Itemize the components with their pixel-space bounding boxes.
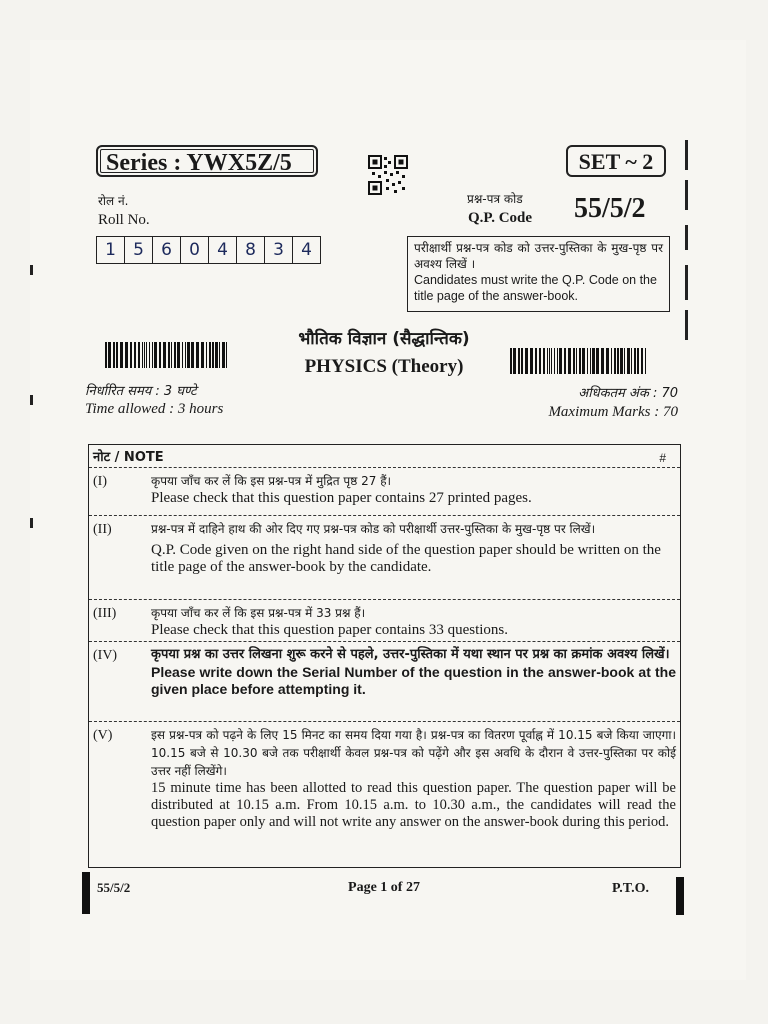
edge-mark [30,395,33,405]
barcode-right [510,348,648,374]
barcode-bar [510,348,512,374]
barcode-bar [530,348,533,374]
barcode-bar [191,342,194,368]
edge-mark [30,265,33,275]
barcode-bar [624,348,625,374]
barcode-bar [627,348,630,374]
barcode-bar [614,348,616,374]
barcode-bar [146,342,147,368]
barcode-bar [219,342,220,368]
qp-instruction-hindi: परीक्षार्थी प्रश्न-पत्र कोड को उत्तर-पुस्तिका के मुख-पृष्ठ पर अवश्य लिखें । [414,241,663,271]
roll-digit: 1 [97,237,125,263]
barcode-bar [551,348,552,374]
note-item-english: Please check that this question paper contains 33 questions. [151,622,509,638]
barcode-bar [187,342,190,368]
barcode-bar [557,348,558,374]
roll-digit: 4 [301,240,312,260]
barcode-bar [525,348,528,374]
footer-qp-code: 55/5/2 [97,880,131,895]
barcode-bar [177,342,180,368]
note-box [88,444,681,868]
note-item-english: Please check that this question paper contains 27 printed pages. [151,490,532,506]
note-item-text [151,472,676,507]
time-allowed-hindi: निर्धारित समय : 3 घण्टे [85,384,197,399]
barcode-bar [521,348,523,374]
barcode-bar [611,348,612,374]
barcode-bar [171,342,172,368]
note-heading: नोट / NOTE [93,450,164,465]
roll-label: Roll No. [98,212,150,228]
series-label: Series : YWX5Z/5 [96,145,318,177]
barcode-bar [185,342,186,368]
barcode-bar [637,348,639,374]
barcode-bar [617,348,619,374]
barcode-bar [518,348,520,374]
barcode-bar [174,342,176,368]
roll-digit: 6 [153,237,181,263]
barcode-bar [201,342,204,368]
note-item-hindi: प्रश्न-पत्र में दाहिने हाथ की ओर दिए गए प्रश्न-पत्र कोड को परीक्षार्थी उत्तर-पुस्तिका के मुख-पृष्ठ पर लिखें। [151,522,596,536]
barcode-bar [513,348,516,374]
edge-mark [685,180,688,210]
edge-mark [30,518,33,528]
subject-title: PHYSICS (Theory) [304,356,464,377]
roll-label-hindi: रोल नं. [98,194,129,208]
barcode-bar [113,342,115,368]
barcode-bar [539,348,541,374]
barcode-bar [108,342,111,368]
barcode-bar [634,348,636,374]
qp-code-value: 55/5/2 [574,193,646,224]
barcode-bar [120,342,123,368]
note-item-number: (II) [93,522,112,537]
note-item-english: Q.P. Code given on the right hand side of the question paper should be written on the title page of the answer-book by the candidate. [151,542,661,575]
qp-instruction-box [407,236,670,312]
barcode-bar [152,342,153,368]
note-item [89,599,680,641]
barcode-bar [592,348,595,374]
barcode-left [105,342,229,368]
barcode-bar [144,342,145,368]
barcode-bar [196,342,199,368]
note-item-english: 15 minute time has been allotted to read this question paper. The question paper will be distributed at 10.15 a.m. From 10.15 a.m. to 10.30 a.m., the candidates will read the question paper only and will not write any answer on the answer-book during this period. [151,780,676,830]
barcode-bar [125,342,128,368]
barcode-bar [163,342,166,368]
barcode-bar [582,348,585,374]
qr-code-icon [368,155,408,195]
note-item [89,467,680,515]
barcode-bar [579,348,581,374]
note-item [89,721,680,867]
note-item [89,515,680,599]
barcode-bar [182,342,183,368]
barcode-bar [641,348,643,374]
note-item-text [151,520,676,576]
max-marks-hindi: अधिकतम अंक : 70 [578,386,678,401]
note-item-english: Please write down the Serial Number of the question in the answer-book at the given place before attempting it. [151,664,676,697]
barcode-bar [606,348,609,374]
note-item-text [151,646,676,698]
barcode-bar [226,342,227,368]
roll-digit: 5 [125,237,153,263]
barcode-bar [130,342,132,368]
page-number: Page 1 of 27 [348,880,420,895]
barcode-bar [587,348,588,374]
barcode-bar [149,342,150,368]
edge-mark [685,225,688,250]
subject-title-hindi: भौतिक विज्ञान (सैद्धान्तिक) [298,329,470,349]
barcode-bar [209,342,211,368]
barcode-bar [154,342,157,368]
roll-number-boxes [96,236,321,264]
pto-label: P.T.O. [612,881,649,896]
barcode-bar [116,342,118,368]
qp-instruction-english: Candidates must write the Q.P. Code on the title page of the answer-book. [414,273,657,303]
barcode-bar [543,348,545,374]
edge-mark [685,140,688,170]
barcode-bar [215,342,218,368]
barcode-bar [142,342,143,368]
edge-mark [685,265,688,300]
note-item-number: (III) [93,606,117,621]
barcode-bar [596,348,599,374]
note-item-text [151,604,676,639]
barcode-bar [573,348,575,374]
note-item-hindi: कृपया जाँच कर लें कि इस प्रश्न-पत्र में मुद्रित पृष्ठ 27 हैं। [151,474,392,488]
barcode-bar [645,348,646,374]
barcode-bar [568,348,571,374]
roll-digit: 0 [181,237,209,263]
note-item-number: (IV) [93,648,118,663]
qp-code-label-hindi: प्रश्न-पत्र कोड [467,192,523,206]
barcode-bar [576,348,577,374]
barcode-bar [206,342,207,368]
barcode-bar [631,348,632,374]
barcode-bar [168,342,170,368]
note-item-hindi: कृपया जाँच कर लें कि इस प्रश्न-पत्र में 33 प्रश्न हैं। [151,606,366,620]
note-item [89,641,680,721]
barcode-bar [212,342,214,368]
note-item-hindi: इस प्रश्न-पत्र को पढ़ने के लिए 15 मिनट का समय दिया गया है। प्रश्न-पत्र का वितरण पूर्वाह्न में 10.15 बजे किया जाएगा। 10.15 बजे से 10.30 बजे तक परीक्षार्थी केवल प्रश्न-पत्र को पढ़ेंगे और इस अवधि के दौरान वे उत्तर-पुस्तिका पर कोई उत्तर नहीं लिखेंगे। [151,728,676,778]
note-item-number: (I) [93,474,107,489]
roll-digit: 3 [265,237,293,263]
roll-digit: 8 [237,237,265,263]
barcode-bar [105,342,107,368]
time-allowed: Time allowed : 3 hours [85,401,224,417]
footer-bar-right [676,877,684,915]
barcode-bar [222,342,225,368]
barcode-bar [554,348,555,374]
note-hash: # [659,451,666,465]
barcode-bar [547,348,548,374]
note-item-hindi: कृपया प्रश्न का उत्तर लिखना शुरू करने से पहले, उत्तर-पुस्तिका में यथा स्थान पर प्रश्न का क्रमांक अवश्य लिखें। [151,647,670,662]
barcode-bar [535,348,537,374]
barcode-bar [549,348,550,374]
barcode-bar [559,348,562,374]
barcode-bar [620,348,623,374]
barcode-bar [138,342,140,368]
roll-digit: 4 [209,237,237,263]
qp-code-label: Q.P. Code [468,210,533,226]
barcode-bar [590,348,591,374]
barcode-bar [564,348,566,374]
barcode-bar [601,348,604,374]
set-label: SET ~ 2 [566,145,666,177]
note-item-number: (V) [93,728,113,743]
barcode-bar [134,342,136,368]
max-marks: Maximum Marks : 70 [548,404,678,420]
note-item-text [151,726,676,831]
barcode-bar [159,342,161,368]
